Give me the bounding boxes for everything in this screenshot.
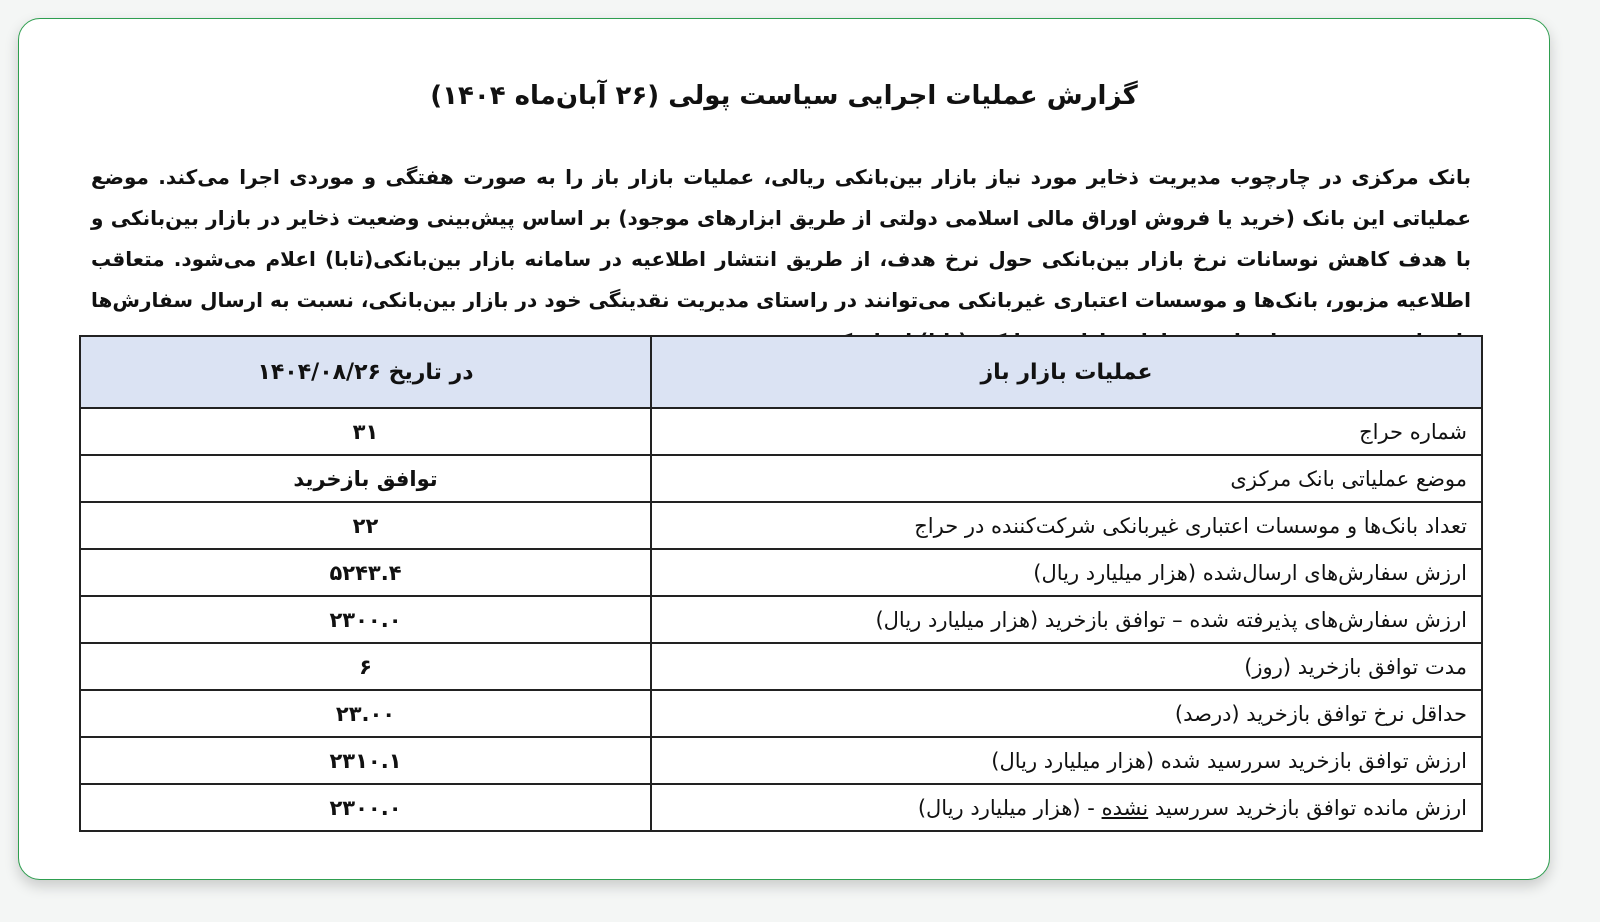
header-operation: عملیات بازار باز — [651, 336, 1482, 408]
table-row — [80, 596, 1482, 643]
row-value-repo-duration: ۶ — [80, 643, 651, 690]
row-value-participants: ۲۲ — [80, 502, 651, 549]
table-row — [80, 784, 1482, 831]
label-underlined-word: نشده — [1101, 795, 1149, 820]
row-label-participants: تعداد بانک‌ها و موسسات اعتباری غیربانکی شرکت‌کننده در حراج — [651, 502, 1482, 549]
table-row — [80, 455, 1482, 502]
table-row — [80, 643, 1482, 690]
header-date: در تاریخ ۱۴۰۴/۰۸/۲۶ — [80, 336, 651, 408]
row-value-auction-number: ۳۱ — [80, 408, 651, 455]
row-label-cb-position: موضع عملیاتی بانک مرکزی — [651, 455, 1482, 502]
row-value-matured-repo: ۲۳۱۰.۱ — [80, 737, 651, 784]
row-value-outstanding-repo: ۲۳۰۰.۰ — [80, 784, 651, 831]
row-label-repo-duration: مدت توافق بازخرید (روز) — [651, 643, 1482, 690]
row-label-accepted-orders: ارزش سفارش‌های پذیرفته شده – توافق بازخرید (هزار میلیارد ریال) — [651, 596, 1482, 643]
table-row — [80, 408, 1482, 455]
label-part-1: ارزش مانده توافق بازخرید سررسید — [1148, 795, 1467, 820]
row-value-min-rate: ۲۳.۰۰ — [80, 690, 651, 737]
row-value-cb-position: توافق بازخرید — [80, 455, 651, 502]
row-label-matured-repo: ارزش توافق بازخرید سررسید شده (هزار میلیارد ریال) — [651, 737, 1482, 784]
intro-paragraph: بانک مرکزی در چارچوب مدیریت ذخایر مورد نیاز بازار بین‌بانکی ریالی، عملیات بازار باز را به صورت هفتگی و موردی اجرا می‌کند. موضع عملیاتی این بانک (خرید یا فروش اوراق مالی اسلامی دولتی از طریق ابزارهای موجود) بر اساس پیش‌بینی وضعیت ذخایر در بازار بین‌بانکی و با هدف کاهش نوسانات نرخ بازار بین‌بانکی حول نرخ هدف، از طریق انتشار اطلاعیه در سامانه بازار بین‌بانکی(تابا) اعلام می‌شود. متعاقب اطلاعیه مزبور، بانک‌ها و موسسات اعتباری غیربانکی می‌توانند در راستای مدیریت نقدینگی خود در بازار بین‌بانکی، نسبت به ارسال سفارش‌ها — [91, 165, 1471, 312]
row-label-submitted-orders: ارزش سفارش‌های ارسال‌شده (هزار میلیارد ریال) — [651, 549, 1482, 596]
operations-table — [79, 335, 1483, 832]
table-row — [80, 690, 1482, 737]
row-value-submitted-orders: ۵۲۴۳.۴ — [80, 549, 651, 596]
row-label-min-rate: حداقل نرخ توافق بازخرید (درصد) — [651, 690, 1482, 737]
row-label-auction-number: شماره حراج — [651, 408, 1482, 455]
label-part-2: - (هزار میلیارد ریال) — [917, 795, 1102, 820]
row-label-outstanding-repo — [651, 784, 1482, 831]
table-row — [80, 502, 1482, 549]
report-card — [18, 18, 1550, 880]
table-header-row — [80, 336, 1482, 408]
table-row — [80, 737, 1482, 784]
report-title: گزارش عملیات اجرایی سیاست پولی (۲۶ آبان‌ماه ۱۴۰۴) — [430, 81, 1138, 111]
table-row — [80, 549, 1482, 596]
row-value-accepted-orders: ۲۳۰۰.۰ — [80, 596, 651, 643]
